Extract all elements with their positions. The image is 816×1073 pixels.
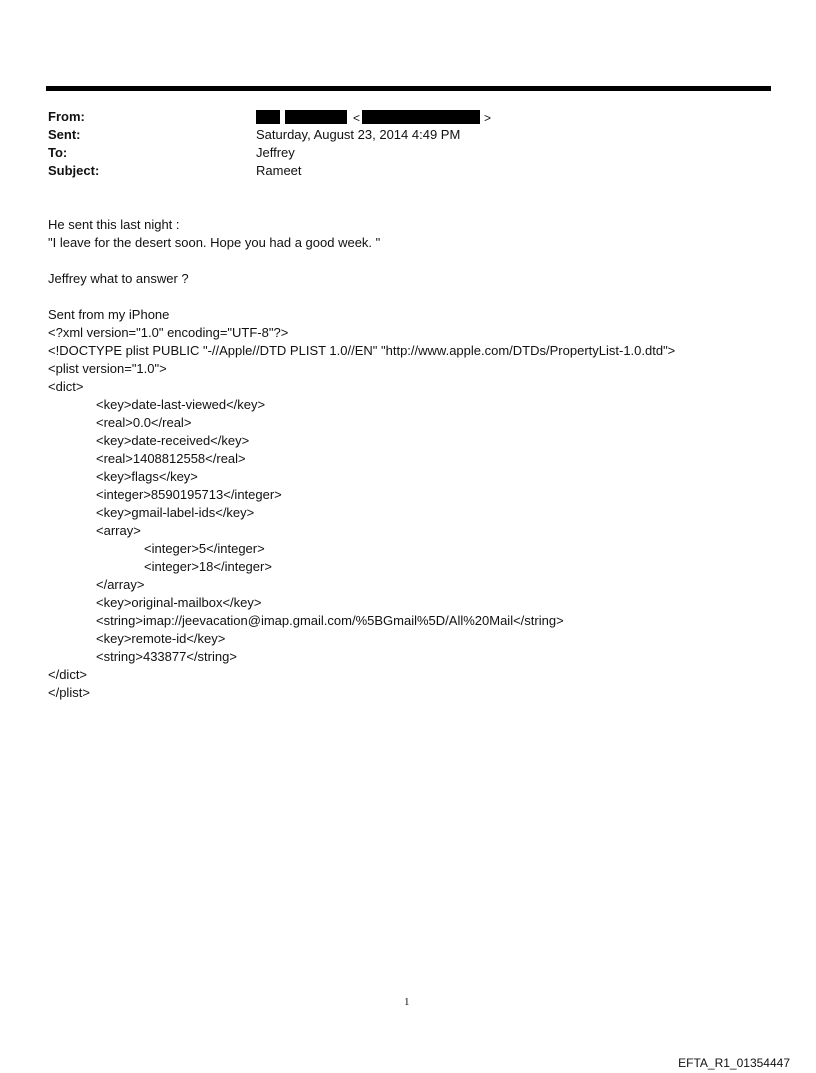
body-line: "I leave for the desert soon. Hope you had a good week. "	[48, 235, 381, 250]
plist-line: <string>433877</string>	[96, 649, 237, 664]
plist-line: <key>date-received</key>	[96, 433, 250, 448]
plist-line: <integer>18</integer>	[144, 559, 272, 574]
body-line: Jeffrey what to answer ?	[48, 271, 189, 286]
plist-line: <key>date-last-viewed</key>	[96, 397, 266, 412]
body-line: He sent this last night :	[48, 217, 180, 232]
header-rule	[46, 86, 771, 91]
plist-line: <array>	[96, 523, 141, 538]
plist-line: <key>gmail-label-ids</key>	[96, 505, 255, 520]
from-label: From:	[48, 109, 85, 124]
plist-line: </dict>	[48, 667, 88, 682]
plist-line: </plist>	[48, 685, 90, 700]
plist-line: <real>1408812558</real>	[96, 451, 246, 466]
to-value: Jeffrey	[256, 145, 295, 160]
page-number: 1	[404, 996, 410, 1008]
plist-line: <plist version="1.0">	[48, 361, 167, 376]
plist-line: <integer>8590195713</integer>	[96, 487, 282, 502]
to-label: To:	[48, 145, 68, 160]
sent-value: Saturday, August 23, 2014 4:49 PM	[256, 127, 461, 142]
plist-line: <key>original-mailbox</key>	[96, 595, 262, 610]
plist-line: <dict>	[48, 379, 84, 394]
plist-line: <!DOCTYPE plist PUBLIC "-//Apple//DTD PLIST 1.0//EN" "http://www.apple.com/DTDs/PropertyList-1.0.dtd">	[48, 343, 676, 358]
plist-line: <?xml version="1.0" encoding="UTF-8"?>	[48, 325, 289, 340]
redaction-box	[256, 110, 280, 124]
from-email-open: <	[353, 111, 361, 125]
sent-label: Sent:	[48, 127, 81, 142]
plist-line: <real>0.0</real>	[96, 415, 192, 430]
signature-line: Sent from my iPhone	[48, 307, 170, 322]
plist-line: <integer>5</integer>	[144, 541, 265, 556]
plist-line: <key>remote-id</key>	[96, 631, 226, 646]
bates-number: EFTA_R1_01354447	[678, 1056, 790, 1070]
message-body	[48, 216, 675, 702]
redaction-box	[285, 110, 347, 124]
plist-line: <key>flags</key>	[96, 469, 198, 484]
redaction-box	[362, 110, 480, 124]
plist-line: </array>	[96, 577, 145, 592]
subject-value: Rameet	[256, 163, 302, 178]
from-email-close: >	[484, 111, 492, 125]
plist-line: <string>imap://jeevacation@imap.gmail.com/%5BGmail%5D/All%20Mail</string>	[96, 613, 564, 628]
subject-label: Subject:	[48, 163, 100, 178]
